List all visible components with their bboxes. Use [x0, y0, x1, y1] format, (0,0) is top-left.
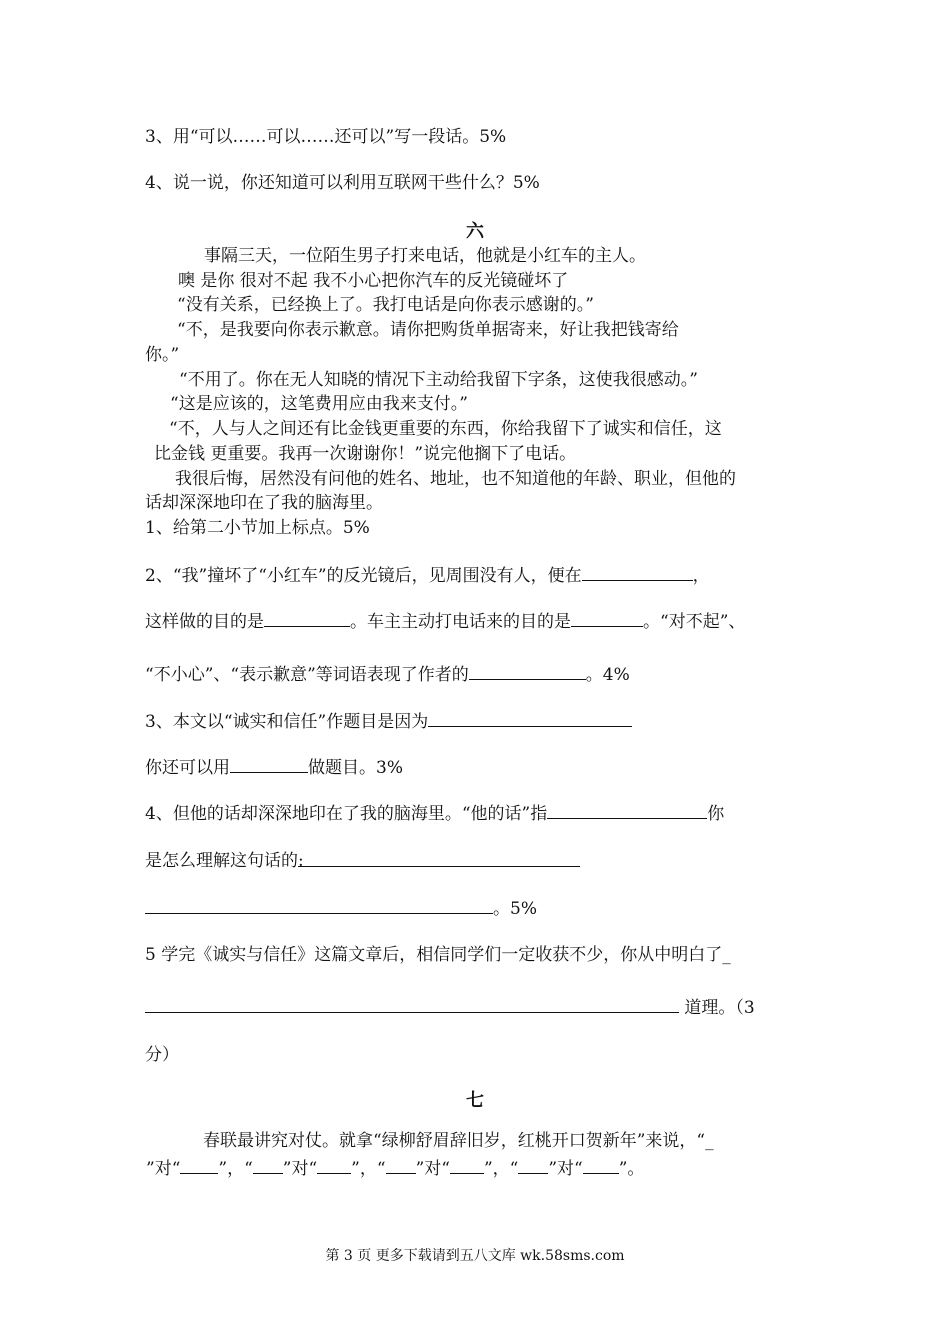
section-heading-7: 七 [466, 1090, 484, 1111]
question-6-3-continued: 你还可以用 做题目。3% [145, 755, 403, 780]
answer-blank[interactable] [253, 1156, 283, 1174]
question-6-5-continued: 分） [145, 1045, 179, 1065]
passage-paragraph: “不，人与人之间还有比金钱更重要的东西，你给我留下了诚实和信任，这 [169, 419, 722, 439]
answer-blank[interactable] [145, 995, 679, 1013]
question-6-2-continued: 这样做的目的是 。车主主动打电话来的目的是 。“对不起”、 [145, 609, 745, 634]
question-6-2: 2、“我”撞坏了“小红车”的反光镜后，见周围没有人，便在 ， [145, 563, 710, 588]
question-6-2-continued: “不小心”、“表示歉意”等词语表现了作者的 。4% [145, 662, 630, 687]
answer-blank[interactable] [264, 609, 350, 627]
answer-blank[interactable]: : [298, 849, 580, 867]
answer-blank[interactable] [583, 1156, 619, 1174]
question-5-4: 4、说一说，你还知道可以利用互联网干些什么？5% [145, 173, 540, 193]
answer-blank[interactable] [518, 1156, 548, 1174]
question-6-4: 4、但他的话却深深地印在了我的脑海里。“他的话”指 你 [145, 801, 724, 826]
answer-blank[interactable] [450, 1156, 484, 1174]
section-heading-6: 六 [466, 221, 484, 242]
answer-blank[interactable] [547, 801, 707, 819]
answer-blank[interactable] [428, 709, 632, 727]
question-6-3: 3、本文以“诚实和信任”作题目是因为 [145, 709, 632, 734]
passage-paragraph: “不用了。你在无人知晓的情况下主动给我留下字条，这使我很感动。” [179, 370, 698, 390]
answer-blank[interactable] [230, 755, 308, 773]
answer-blank[interactable] [386, 1156, 416, 1174]
answer-blank[interactable] [582, 563, 693, 581]
passage-paragraph: “不，是我要向你表示歉意。请你把购货单据寄来，好让我把钱寄给 [177, 320, 679, 340]
passage-paragraph: 噢 是你 很对不起 我不小心把你汽车的反光镜碰坏了 [178, 271, 569, 291]
passage-paragraph: “没有关系，已经换上了。我打电话是向你表示感谢的。” [177, 295, 594, 315]
question-6-4-continued: 。5% [145, 896, 537, 921]
answer-blank[interactable] [571, 609, 643, 627]
couplet-blanks: ”对“ ”，“ ”对“ ”，“ ”对“ ”，“ ”对“ ”。 [146, 1156, 644, 1181]
passage-paragraph: 事隔三天，一位陌生男子打来电话，他就是小红车的主人。 [204, 246, 646, 266]
passage-paragraph: 比金钱 更重要。我再一次谢谢你！”说完他搁下了电话。 [154, 444, 577, 464]
answer-blank[interactable] [469, 662, 586, 680]
passage-paragraph: 话却深深地印在了我的脑海里。 [145, 493, 383, 513]
question-6-4-continued: 是怎么理解这句话的: [145, 849, 580, 873]
page-footer: 第 3 页 更多下载请到五八文库 wk.58sms.com [325, 1248, 625, 1264]
answer-blank[interactable] [145, 896, 493, 914]
question-6-5-continued: 道理。（3 [145, 995, 755, 1020]
passage-paragraph: 你。” [145, 345, 180, 365]
question-6-1: 1、给第二小节加上标点。5% [145, 518, 370, 538]
couplet-question: 春联最讲究对仗。就拿“绿柳舒眉辞旧岁，红桃开口贺新年”来说，“_ [203, 1131, 714, 1151]
question-5-3: 3、用“可以……可以……还可以”写一段话。5% [145, 127, 507, 147]
answer-blank[interactable] [317, 1156, 351, 1174]
answer-blank[interactable] [180, 1156, 218, 1174]
passage-paragraph: “这是应该的，这笔费用应由我来支付。” [170, 394, 468, 414]
passage-paragraph: 我很后悔，居然没有问他的姓名、地址，也不知道他的年龄、职业，但他的 [175, 469, 736, 489]
question-6-5: 5 学完《诚实与信任》这篇文章后，相信同学们一定收获不少，你从中明白了_ [145, 945, 731, 965]
